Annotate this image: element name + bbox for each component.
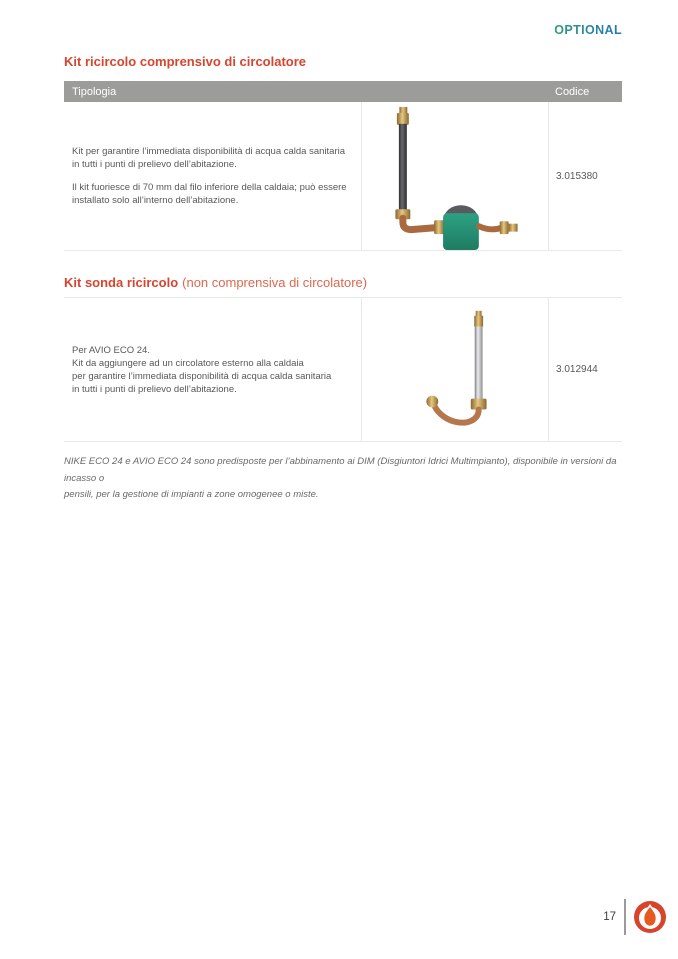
section2-title-bold: Kit sonda ricircolo xyxy=(64,275,179,290)
section2-title-light: (non comprensiva di circolatore) xyxy=(182,275,368,290)
description-line: Il kit fuoriesce di 70 mm dal filo inferiore della caldaia; può essere xyxy=(72,182,347,193)
description-line: Kit per garantire l’immediata disponibilità di acqua calda sanitaria xyxy=(72,146,346,157)
section2-table xyxy=(64,297,622,442)
footnote-line: pensili, per la gestione di impianti a zone omogenee o miste. xyxy=(64,489,319,500)
description-paragraph xyxy=(72,181,351,207)
description-line: Kit da aggiungere ad un circolatore esterno alla caldaia xyxy=(72,357,304,369)
product-image-cell xyxy=(362,102,548,250)
optional-label: OPTIONAL xyxy=(554,23,622,37)
page-footer xyxy=(603,899,667,935)
footnote-line: NIKE ECO 24 e AVIO ECO 24 sono predisposte per l’abbinamento ai DIM (Disgiuntori Idrici Multimpianto), disponibile in versioni da incasso o xyxy=(64,456,617,484)
code-cell xyxy=(548,102,622,250)
table-row xyxy=(64,102,622,251)
description-line: installato solo all’interno dell’abitazione. xyxy=(72,195,239,206)
recirculation-probe-product-image xyxy=(362,298,548,441)
description-line: Per AVIO ECO 24. xyxy=(72,344,150,356)
table-row xyxy=(64,297,622,442)
description-cell xyxy=(64,298,362,441)
table-header xyxy=(64,81,622,102)
description-line: in tutti i punti di prelievo dell’abitazione. xyxy=(72,159,237,170)
section1-title: Kit ricircolo comprensivo di circolatore xyxy=(64,54,307,69)
description-line: per garantire l’immediata disponibilità di acqua calda sanitaria xyxy=(72,370,332,382)
immergas-flame-logo-icon xyxy=(633,900,667,934)
description-paragraph xyxy=(72,145,351,171)
footnote xyxy=(64,454,622,504)
column-header-codice: Codice xyxy=(555,85,590,98)
page-number: 17 xyxy=(603,911,616,923)
code-value: 3.015380 xyxy=(556,170,598,182)
footer-divider xyxy=(624,899,626,935)
code-cell xyxy=(548,298,622,441)
description-paragraph xyxy=(72,344,351,396)
code-value: 3.012944 xyxy=(556,364,598,375)
description-line: in tutti i punti di prelievo dell’abitazione. xyxy=(72,383,237,395)
column-header-tipologia: Tipologia xyxy=(72,85,117,98)
recirculation-kit-product-image xyxy=(362,102,548,250)
page-content xyxy=(64,0,622,504)
product-image-cell xyxy=(362,298,548,441)
section1-table xyxy=(64,81,622,251)
description-cell xyxy=(64,102,362,250)
section2-title xyxy=(64,276,622,290)
